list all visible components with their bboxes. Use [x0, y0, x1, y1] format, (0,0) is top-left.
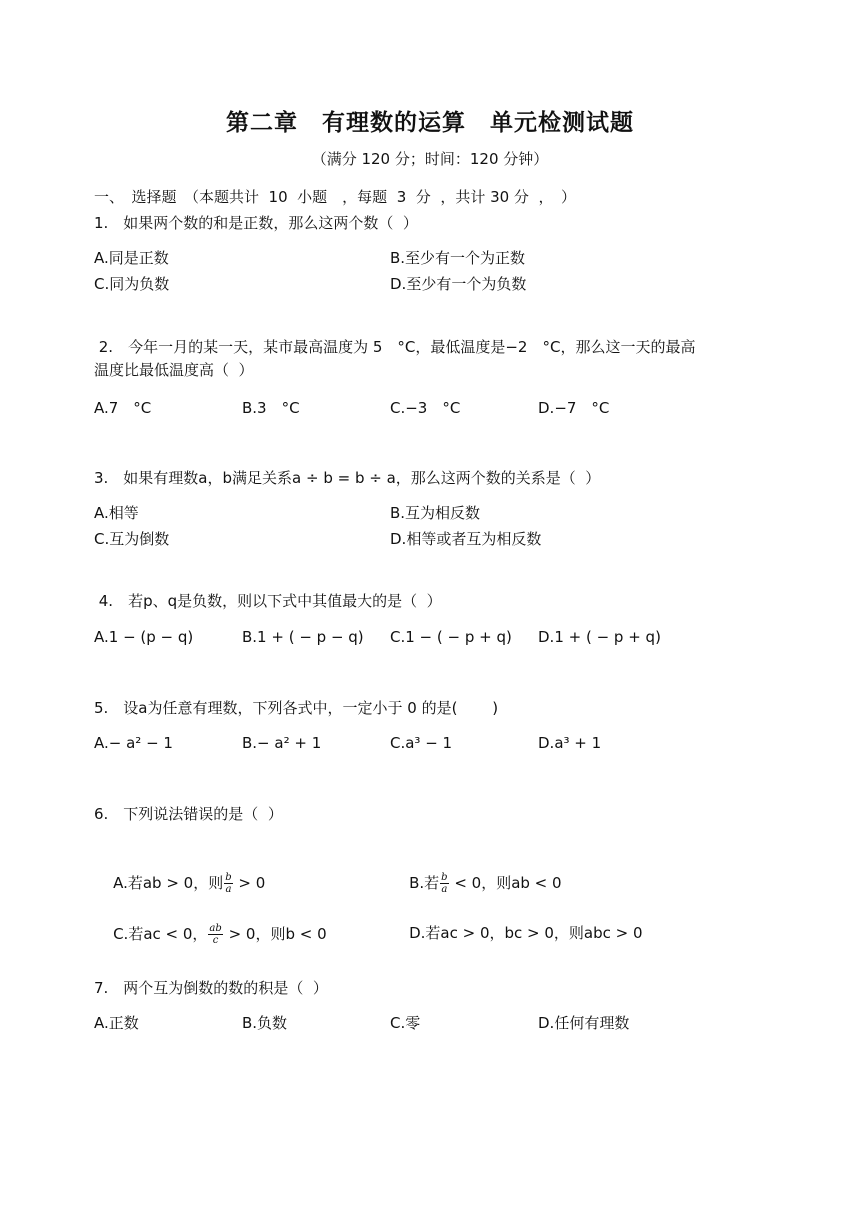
page-title: 第二章 有理数的运算 单元检测试题 [226, 110, 634, 136]
question-5-option-d: D.a³ + 1 [538, 734, 602, 752]
question-3-option-a: A.相等 [94, 504, 139, 522]
option-text-post: > 0，则b < 0 [223, 925, 327, 943]
section-heading: 一、 选择题 （本题共计 10 小题 ，每题 3 分 ，共计 30 分 ， ） [94, 188, 576, 206]
question-7-option-a: A.正数 [94, 1014, 139, 1032]
question-5-option-b: B.− a² + 1 [242, 734, 322, 752]
question-2-option-b: B.3 °C [242, 399, 300, 417]
question-4-stem: 4. 若p、q是负数，则以下式中其值最大的是（ ） [94, 592, 442, 610]
fraction-denominator: c [212, 935, 219, 946]
question-3-option-c: C.互为倒数 [94, 530, 170, 548]
question-4-option-c: C.1 − ( − p + q) [390, 628, 512, 646]
option-text-post: > 0 [233, 874, 266, 892]
question-2-option-d: D.−7 °C [538, 399, 610, 417]
option-text-pre: A.若ab > 0，则 [113, 874, 224, 892]
question-7-option-b: B.负数 [242, 1014, 288, 1032]
question-4-option-d: D.1 + ( − p + q) [538, 628, 661, 646]
option-text-pre: D.若ac > 0，bc > 0，则abc > 0 [409, 924, 643, 942]
question-1-option-c: C.同为负数 [94, 275, 170, 293]
question-4-option-b: B.1 + ( − p − q) [242, 628, 364, 646]
question-4-option-a: A.1 − (p − q) [94, 628, 194, 646]
question-3-option-d: D.相等或者互为相反数 [390, 530, 542, 548]
fraction-numerator: b [225, 872, 232, 883]
question-6-option-d [390, 903, 643, 963]
fraction-numerator: b [441, 872, 448, 883]
question-6-stem: 6. 下列说法错误的是（ ） [94, 805, 283, 823]
question-5-stem: 5. 设a为任意有理数，下列各式中，一定小于 0 的是( ) [94, 699, 499, 717]
option-text-post: < 0，则ab < 0 [449, 874, 562, 892]
question-3-option-b: B.互为相反数 [390, 504, 481, 522]
question-2-option-c: C.−3 °C [390, 399, 461, 417]
question-5-option-c: C.a³ − 1 [390, 734, 453, 752]
question-5-option-a: A.− a² − 1 [94, 734, 173, 752]
question-1-option-b: B.至少有一个为正数 [390, 249, 526, 267]
fraction-denominator: a [441, 884, 448, 895]
fraction [224, 872, 232, 895]
option-text-pre: B.若 [409, 874, 440, 892]
question-1-option-a: A.同是正数 [94, 249, 169, 267]
fraction-denominator: a [225, 884, 232, 895]
question-7-stem: 7. 两个互为倒数的数的积是（ ） [94, 979, 328, 997]
question-7-option-c: C.零 [390, 1014, 421, 1032]
question-2-stem-line2: 温度比最低温度高（ ） [94, 361, 254, 379]
question-2-option-a: A.7 °C [94, 399, 152, 417]
fraction-numerator: ab [209, 923, 222, 934]
fraction [440, 872, 448, 895]
fraction [208, 923, 222, 946]
page-subtitle: （满分 120 分；时间：120 分钟） [311, 150, 549, 168]
question-7-option-d: D.任何有理数 [538, 1014, 630, 1032]
question-3-stem: 3. 如果有理数a，b满足关系a ÷ b = b ÷ a，那么这两个数的关系是（ ） [94, 469, 601, 487]
question-6-option-c [94, 903, 327, 966]
question-1-option-d: D.至少有一个为负数 [390, 275, 527, 293]
option-text-pre: C.若ac < 0， [113, 925, 208, 943]
question-1-stem: 1. 如果两个数的和是正数，那么这两个数（ ） [94, 214, 418, 232]
question-2-stem-line1: 2. 今年一月的某一天，某市最高温度为 5 °C，最低温度是−2 °C，那么这一天的最高 [94, 338, 696, 356]
